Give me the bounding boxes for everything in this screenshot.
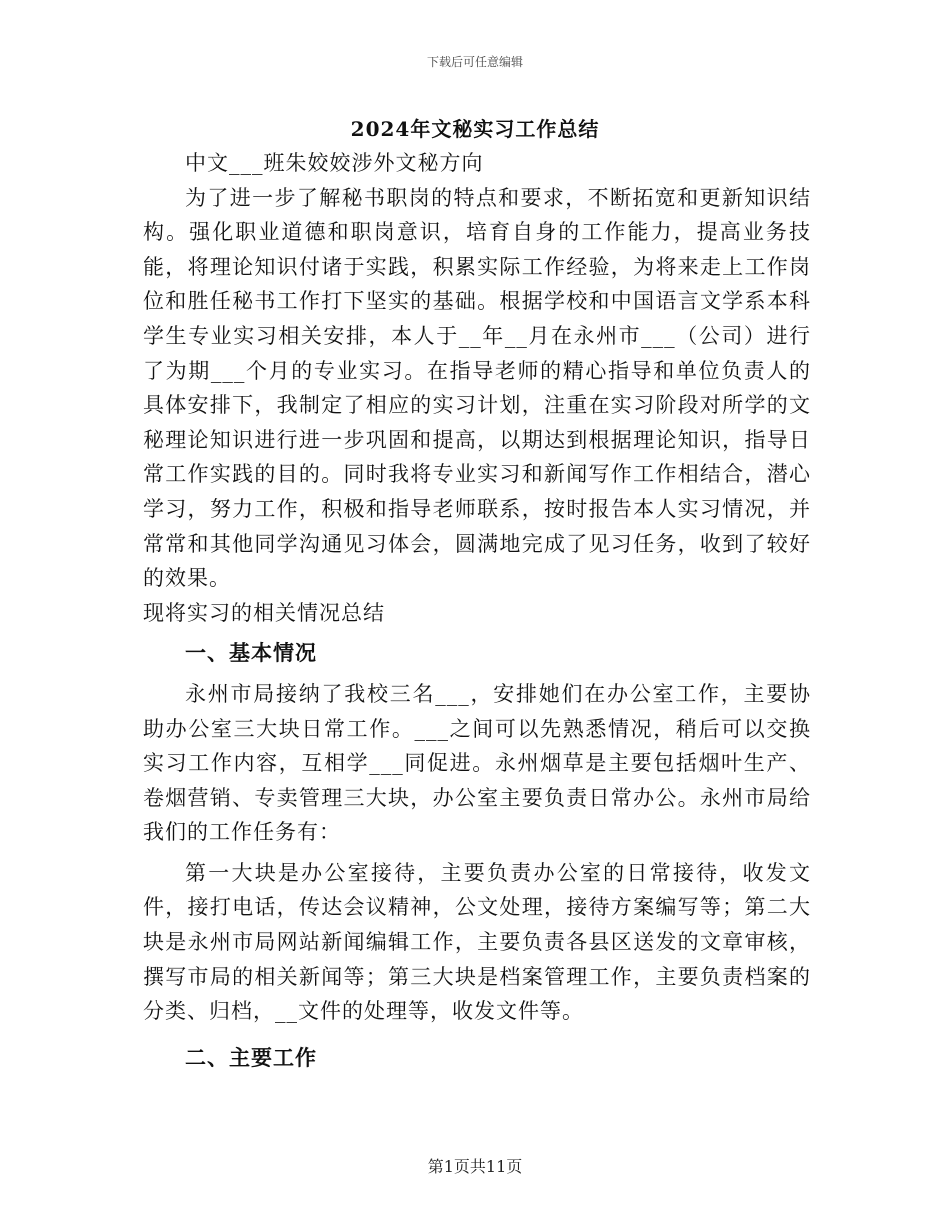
section1-paragraph-1: 永州市局接纳了我校三名___，安排她们在办公室工作，主要协助办公室三大块日常工作。___之间可以先熟悉情况，稍后可以交换实习工作内容，互相学___同促进。永州烟草是主要包括烟叶生产、卷烟营销、专卖管理三大块，办公室主要负责日常办公。永州市局给我们的工作任务有：: [143, 681, 811, 845]
section1-paragraph-2: 第一大块是办公室接待，主要负责办公室的日常接待，收发文件，接打电话，传达会议精神，公文处理，接待方案编写等；第二大块是永州市局网站新闻编辑工作，主要负责各县区送发的文章审核，撰写市局的相关新闻等；第三大块是档案管理工作，主要负责档案的分类、归档，__文件的处理等，收发文件等。: [143, 860, 811, 1024]
author-line: 中文___班朱姣姣涉外文秘方向: [185, 151, 484, 175]
section-heading-main-work: 二、主要工作: [185, 1045, 317, 1070]
document-title: 2024年文秘实习工作总结: [350, 117, 600, 141]
intro-tail: 现将实习的相关情况总结: [143, 600, 385, 625]
section-heading-basic: 一、基本情况: [185, 641, 317, 666]
page-number: 第1页共11页: [427, 1157, 523, 1176]
intro-paragraph: 为了进一步了解秘书职岗的特点和要求，不断拓宽和更新知识结构。强化职业道德和职岗意识，培育自身的工作能力，提高业务技能，将理论知识付诸于实践，积累实际工作经验，为将来走上工作岗位和胜任秘书工作打下坚实的基础。根据学校和中国语言文学系本科学生专业实习相关安排，本人于__年__月在永州市___（公司）进行了为期___个月的专业实习。在指导老师的精心指导和单位负责人的具体安排下，我制定了相应的实习计划，注重在实习阶段对所学的文秘理论知识进行进一步巩固和提高，以期达到根据理论知识，指导日常工作实践的目的。同时我将专业实习和新闻写作工作相结合，潜心学习，努力工作，积极和指导老师联系，按时报告本人实习情况，并常常和其他同学沟通见习体会，圆满地完成了见习任务，收到了较好的效果。: [143, 185, 811, 591]
header-note: 下载后可任意编辑: [426, 55, 523, 69]
document-body: [143, 146, 811, 1075]
